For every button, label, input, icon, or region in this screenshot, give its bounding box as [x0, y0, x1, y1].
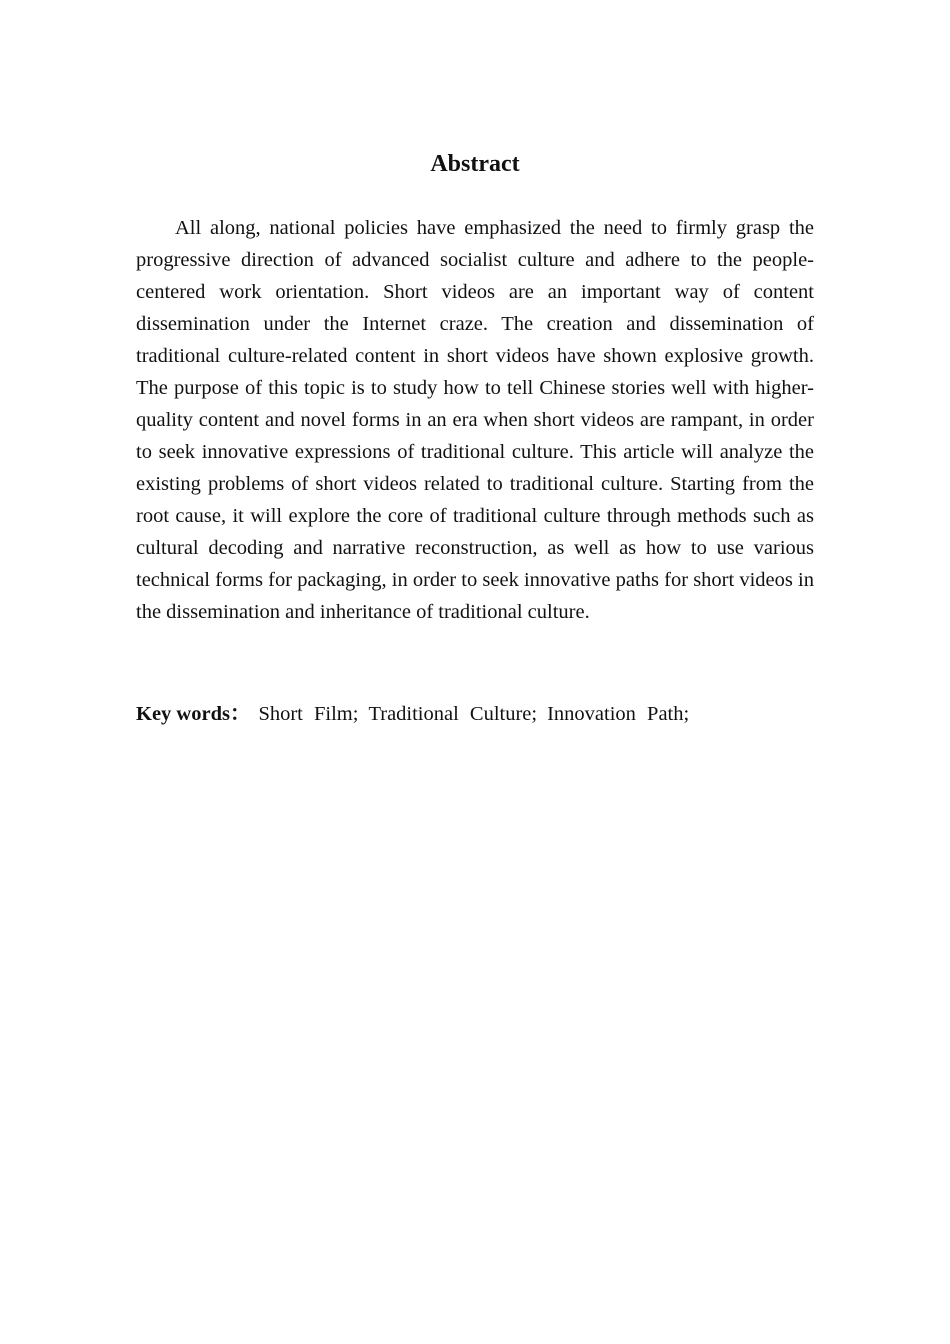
keywords-line — [136, 698, 814, 730]
abstract-title: Abstract — [430, 151, 520, 177]
keyword-item: Short Film; — [258, 703, 359, 725]
keyword-item: Innovation Path; — [547, 703, 690, 725]
keywords-label: Key words — [136, 703, 230, 725]
keywords-separator: ： — [229, 703, 251, 725]
abstract-body: All along, national policies have emphasized the need to firmly grasp the progressive direction of advanced socialist culture and adhere to the people-centered work orientation. Short videos are an important way of content dissemination under the Internet craze. The creation and dissemination of traditional culture-related content in short videos have shown explosive growth. The purpose of this topic is to study how to tell Chinese stories well with higher-quality content and novel forms in an era when short videos are rampant, in order to seek innovative expressions of traditional culture. This article will analyze the existing problems of short videos related to traditional culture. Starting from the root cause, it will explore the core of traditional culture through methods such as cultural decoding and narrative reconstruction, as well as how to use various technical forms for packaging, in order to seek innovative paths for short videos in the dissemination and inheritance of traditional culture. — [136, 217, 814, 623]
keyword-item: Traditional Culture; — [368, 703, 538, 725]
